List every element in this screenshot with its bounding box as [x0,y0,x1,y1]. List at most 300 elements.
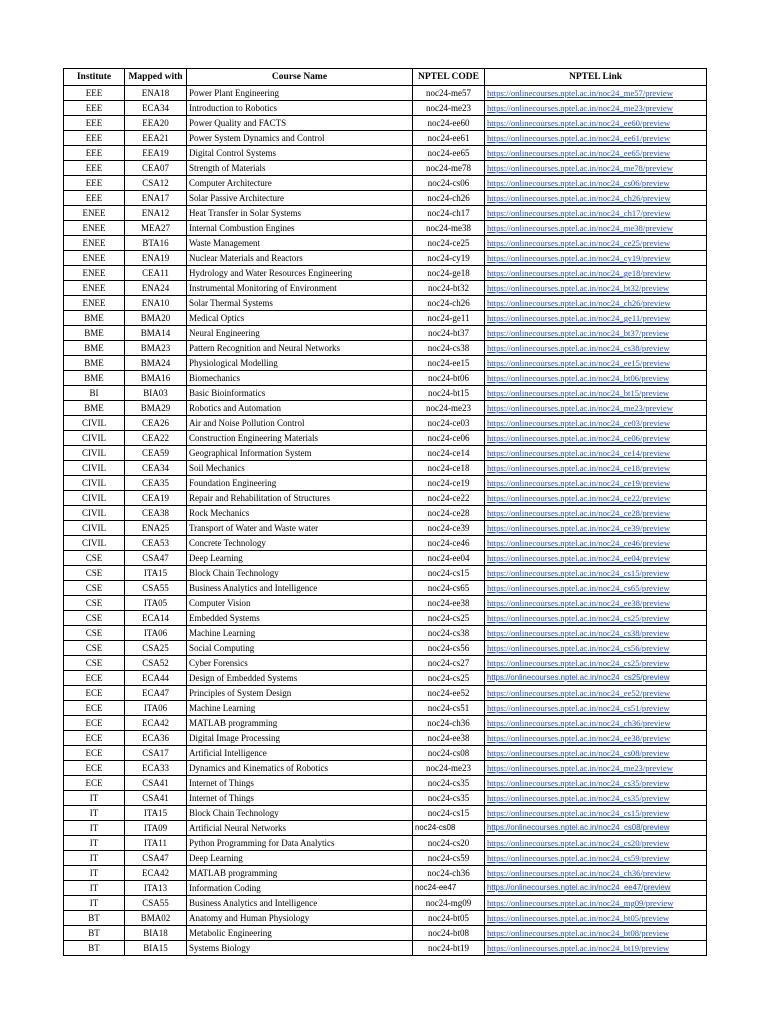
cell-nptel-link[interactable]: https://onlinecourses.nptel.ac.in/noc24_cs38/preview [485,626,707,641]
cell-institute: BME [64,401,125,416]
cell-nptel-link[interactable]: https://onlinecourses.nptel.ac.in/noc24_ce03/preview [485,416,707,431]
cell-mapped-with: ECA14 [125,611,187,626]
cell-mapped-with: CEA53 [125,536,187,551]
cell-nptel-link[interactable]: https://onlinecourses.nptel.ac.in/noc24_ee52/preview [485,686,707,701]
cell-nptel-link[interactable]: https://onlinecourses.nptel.ac.in/noc24_cs08/preview [485,821,707,836]
cell-nptel-link[interactable]: https://onlinecourses.nptel.ac.in/noc24_me78/preview [485,161,707,176]
course-mapping-table [63,68,707,956]
cell-course-name: Power Quality and FACTS [187,116,413,131]
cell-course-name: Design of Embedded Systems [187,671,413,686]
cell-course-name: Block Chain Technology [187,566,413,581]
cell-course-name: Heat Transfer in Solar Systems [187,206,413,221]
cell-institute: CIVIL [64,431,125,446]
table-row [64,86,707,101]
cell-institute: CIVIL [64,476,125,491]
cell-nptel-link[interactable]: https://onlinecourses.nptel.ac.in/noc24_ce28/preview [485,506,707,521]
table-row [64,566,707,581]
cell-course-name: Computer Vision [187,596,413,611]
cell-nptel-link[interactable]: https://onlinecourses.nptel.ac.in/noc24_cs25/preview [485,611,707,626]
table-row [64,596,707,611]
cell-course-name: Strength of Materials [187,161,413,176]
cell-institute: CSE [64,566,125,581]
cell-nptel-code: noc24-ce25 [413,236,485,251]
cell-nptel-link[interactable]: https://onlinecourses.nptel.ac.in/noc24_bt19/preview [485,941,707,956]
cell-institute: EEE [64,146,125,161]
cell-institute: BME [64,371,125,386]
table-row [64,866,707,881]
cell-nptel-code: noc24-me23 [413,761,485,776]
cell-nptel-link[interactable]: https://onlinecourses.nptel.ac.in/noc24_bt37/preview [485,326,707,341]
cell-nptel-link[interactable]: https://onlinecourses.nptel.ac.in/noc24_ee38/preview [485,731,707,746]
cell-nptel-code: noc24-cs38 [413,626,485,641]
cell-nptel-link[interactable]: https://onlinecourses.nptel.ac.in/noc24_me23/preview [485,401,707,416]
cell-course-name: Embedded Systems [187,611,413,626]
cell-nptel-link[interactable]: https://onlinecourses.nptel.ac.in/noc24_bt05/preview [485,911,707,926]
cell-nptel-link[interactable]: https://onlinecourses.nptel.ac.in/noc24_bt32/preview [485,281,707,296]
cell-nptel-code: noc24-mg09 [413,896,485,911]
cell-institute: BT [64,911,125,926]
cell-course-name: Foundation Engineering [187,476,413,491]
table-row [64,521,707,536]
cell-nptel-code: noc24-cs25 [413,671,485,686]
table-row [64,806,707,821]
cell-mapped-with: ITA05 [125,596,187,611]
cell-nptel-code: noc24-ce22 [413,491,485,506]
cell-nptel-code: noc24-ee65 [413,146,485,161]
cell-institute: BME [64,311,125,326]
cell-nptel-link[interactable]: https://onlinecourses.nptel.ac.in/noc24_cs08/preview [485,746,707,761]
cell-mapped-with: CSA25 [125,641,187,656]
cell-mapped-with: CSA12 [125,176,187,191]
table-row [64,911,707,926]
cell-institute: BT [64,941,125,956]
cell-institute: CSE [64,626,125,641]
cell-course-name: Physiological Modelling [187,356,413,371]
cell-mapped-with: CSA17 [125,746,187,761]
cell-institute: CSE [64,641,125,656]
cell-institute: ENEE [64,281,125,296]
cell-institute: CIVIL [64,491,125,506]
cell-institute: CIVIL [64,536,125,551]
cell-institute: CSE [64,656,125,671]
cell-nptel-code: noc24-ce19 [413,476,485,491]
cell-nptel-link[interactable]: https://onlinecourses.nptel.ac.in/noc24_mg09/preview [485,896,707,911]
table-row [64,881,707,896]
cell-nptel-link[interactable]: https://onlinecourses.nptel.ac.in/noc24_ee15/preview [485,356,707,371]
cell-institute: EEE [64,116,125,131]
cell-nptel-link[interactable]: https://onlinecourses.nptel.ac.in/noc24_ee47/preview [485,881,707,896]
cell-mapped-with: ITA15 [125,566,187,581]
cell-course-name: MATLAB programming [187,866,413,881]
table-row [64,146,707,161]
table-row [64,431,707,446]
cell-nptel-link[interactable]: https://onlinecourses.nptel.ac.in/noc24_cs25/preview [485,656,707,671]
cell-institute: BI [64,386,125,401]
table-row [64,776,707,791]
table-row [64,821,707,836]
cell-nptel-link[interactable]: https://onlinecourses.nptel.ac.in/noc24_me23/preview [485,101,707,116]
table-row [64,581,707,596]
cell-institute: BME [64,326,125,341]
cell-institute: CSE [64,581,125,596]
cell-nptel-code: noc24-ce28 [413,506,485,521]
cell-course-name: Power Plant Engineering [187,86,413,101]
cell-institute: ECE [64,701,125,716]
cell-institute: EEE [64,161,125,176]
cell-nptel-link[interactable]: https://onlinecourses.nptel.ac.in/noc24_cs20/preview [485,836,707,851]
cell-mapped-with: CSA55 [125,581,187,596]
header-row [64,69,707,86]
cell-nptel-link[interactable]: https://onlinecourses.nptel.ac.in/noc24_ch36/preview [485,716,707,731]
cell-nptel-link[interactable]: https://onlinecourses.nptel.ac.in/noc24_ch26/preview [485,296,707,311]
table-row [64,251,707,266]
cell-mapped-with: CSA41 [125,791,187,806]
header-institute: Institute [64,69,125,86]
cell-nptel-link[interactable]: https://onlinecourses.nptel.ac.in/noc24_ge11/preview [485,311,707,326]
cell-course-name: Dynamics and Kinematics of Robotics [187,761,413,776]
cell-nptel-code: noc24-me23 [413,101,485,116]
cell-mapped-with: ENA25 [125,521,187,536]
table-row [64,296,707,311]
table-row [64,611,707,626]
cell-nptel-code: noc24-ge11 [413,311,485,326]
cell-mapped-with: BMA02 [125,911,187,926]
table-row [64,506,707,521]
cell-mapped-with: ECA34 [125,101,187,116]
cell-nptel-link[interactable]: https://onlinecourses.nptel.ac.in/noc24_ce18/preview [485,461,707,476]
cell-nptel-link[interactable]: https://onlinecourses.nptel.ac.in/noc24_cs38/preview [485,341,707,356]
cell-mapped-with: BMA20 [125,311,187,326]
cell-nptel-code: noc24-me78 [413,161,485,176]
cell-mapped-with: EEA21 [125,131,187,146]
cell-nptel-link[interactable]: https://onlinecourses.nptel.ac.in/noc24_ee65/preview [485,146,707,161]
cell-nptel-link[interactable]: https://onlinecourses.nptel.ac.in/noc24_ch17/preview [485,206,707,221]
cell-nptel-code: noc24-bt05 [413,911,485,926]
cell-course-name: Social Computing [187,641,413,656]
cell-nptel-link[interactable]: https://onlinecourses.nptel.ac.in/noc24_cs35/preview [485,791,707,806]
cell-mapped-with: BIA03 [125,386,187,401]
header-mapped-with: Mapped with [125,69,187,86]
cell-institute: BME [64,341,125,356]
table-row [64,161,707,176]
cell-course-name: Waste Management [187,236,413,251]
cell-mapped-with: CSA52 [125,656,187,671]
cell-mapped-with: BMA24 [125,356,187,371]
cell-mapped-with: CSA47 [125,851,187,866]
cell-course-name: Solar Thermal Systems [187,296,413,311]
table-header [64,69,707,86]
cell-nptel-link[interactable]: https://onlinecourses.nptel.ac.in/noc24_ch36/preview [485,866,707,881]
cell-mapped-with: ECA42 [125,716,187,731]
cell-mapped-with: ENA24 [125,281,187,296]
cell-course-name: Power System Dynamics and Control [187,131,413,146]
cell-nptel-link[interactable]: https://onlinecourses.nptel.ac.in/noc24_cs65/preview [485,581,707,596]
cell-nptel-code: noc24-bt06 [413,371,485,386]
table-row [64,476,707,491]
cell-institute: CIVIL [64,521,125,536]
table-row [64,701,707,716]
cell-nptel-link[interactable]: https://onlinecourses.nptel.ac.in/noc24_ce39/preview [485,521,707,536]
table-row [64,176,707,191]
cell-course-name: Machine Learning [187,701,413,716]
cell-nptel-code: noc24-cs51 [413,701,485,716]
cell-mapped-with: ENA12 [125,206,187,221]
cell-course-name: Neural Engineering [187,326,413,341]
cell-institute: ECE [64,671,125,686]
table-row [64,236,707,251]
cell-nptel-code: noc24-ce14 [413,446,485,461]
cell-mapped-with: CEA11 [125,266,187,281]
header-course-name: Course Name [187,69,413,86]
cell-nptel-code: noc24-ch26 [413,296,485,311]
cell-nptel-code: noc24-ce06 [413,431,485,446]
cell-nptel-link[interactable]: https://onlinecourses.nptel.ac.in/noc24_bt08/preview [485,926,707,941]
cell-mapped-with: MEA27 [125,221,187,236]
cell-course-name: Digital Control Systems [187,146,413,161]
cell-course-name: Concrete Technology [187,536,413,551]
cell-institute: ECE [64,731,125,746]
table-row [64,311,707,326]
table-row [64,656,707,671]
cell-nptel-code: noc24-cs20 [413,836,485,851]
cell-nptel-code: noc24-cs15 [413,806,485,821]
cell-nptel-link[interactable]: https://onlinecourses.nptel.ac.in/noc24_ee38/preview [485,596,707,611]
cell-nptel-code: noc24-ee47 [413,881,485,896]
cell-nptel-link[interactable]: https://onlinecourses.nptel.ac.in/noc24_cs06/preview [485,176,707,191]
cell-mapped-with: EEA19 [125,146,187,161]
cell-mapped-with: CEA34 [125,461,187,476]
cell-course-name: Python Programming for Data Analytics [187,836,413,851]
cell-nptel-code: noc24-cs35 [413,791,485,806]
cell-nptel-link[interactable]: https://onlinecourses.nptel.ac.in/noc24_cs59/preview [485,851,707,866]
cell-course-name: Business Analytics and Intelligence [187,896,413,911]
cell-nptel-link[interactable]: https://onlinecourses.nptel.ac.in/noc24_ce22/preview [485,491,707,506]
cell-nptel-link[interactable]: https://onlinecourses.nptel.ac.in/noc24_ce46/preview [485,536,707,551]
cell-course-name: Block Chain Technology [187,806,413,821]
cell-nptel-code: noc24-ce46 [413,536,485,551]
cell-nptel-code: noc24-ee15 [413,356,485,371]
table-row [64,446,707,461]
table-row [64,836,707,851]
cell-mapped-with: BIA18 [125,926,187,941]
cell-nptel-link[interactable]: https://onlinecourses.nptel.ac.in/noc24_ce19/preview [485,476,707,491]
cell-institute: ECE [64,686,125,701]
cell-nptel-code: noc24-bt08 [413,926,485,941]
cell-institute: EEE [64,191,125,206]
cell-nptel-link[interactable]: https://onlinecourses.nptel.ac.in/noc24_cs15/preview [485,806,707,821]
cell-mapped-with: ITA11 [125,836,187,851]
cell-nptel-link[interactable]: https://onlinecourses.nptel.ac.in/noc24_cs25/preview [485,671,707,686]
cell-mapped-with: ITA06 [125,626,187,641]
cell-course-name: Metabolic Engineering [187,926,413,941]
cell-course-name: Internal Combustion Engines [187,221,413,236]
cell-nptel-code: noc24-me23 [413,401,485,416]
cell-course-name: Hydrology and Water Resources Engineering [187,266,413,281]
table-row [64,641,707,656]
cell-mapped-with: CEA22 [125,431,187,446]
cell-mapped-with: BTA16 [125,236,187,251]
cell-institute: IT [64,806,125,821]
cell-nptel-code: noc24-me38 [413,221,485,236]
table-row [64,401,707,416]
table-row [64,761,707,776]
table-row [64,461,707,476]
table-row [64,101,707,116]
cell-institute: CSE [64,611,125,626]
cell-institute: ENEE [64,251,125,266]
cell-nptel-code: noc24-bt15 [413,386,485,401]
cell-mapped-with: CEA59 [125,446,187,461]
cell-nptel-code: noc24-cs25 [413,611,485,626]
table-row [64,221,707,236]
cell-nptel-link[interactable]: https://onlinecourses.nptel.ac.in/noc24_bt06/preview [485,371,707,386]
cell-nptel-link[interactable]: https://onlinecourses.nptel.ac.in/noc24_cs56/preview [485,641,707,656]
cell-institute: IT [64,866,125,881]
cell-mapped-with: BMA16 [125,371,187,386]
cell-institute: IT [64,851,125,866]
cell-nptel-link[interactable]: https://onlinecourses.nptel.ac.in/noc24_cs35/preview [485,776,707,791]
cell-mapped-with: ENA10 [125,296,187,311]
cell-nptel-code: noc24-cs38 [413,341,485,356]
cell-institute: EEE [64,131,125,146]
cell-course-name: Artificial Intelligence [187,746,413,761]
cell-mapped-with: CEA35 [125,476,187,491]
cell-nptel-code: noc24-ch36 [413,866,485,881]
cell-nptel-code: noc24-cs65 [413,581,485,596]
cell-institute: EEE [64,101,125,116]
cell-nptel-code: noc24-cs15 [413,566,485,581]
cell-institute: IT [64,881,125,896]
cell-nptel-code: noc24-ee60 [413,116,485,131]
cell-course-name: Geographical Information System [187,446,413,461]
cell-nptel-code: noc24-bt37 [413,326,485,341]
table-row [64,281,707,296]
table-row [64,266,707,281]
cell-institute: IT [64,836,125,851]
cell-mapped-with: BMA23 [125,341,187,356]
cell-mapped-with: ITA09 [125,821,187,836]
cell-course-name: Basic Bioinformatics [187,386,413,401]
cell-mapped-with: ITA06 [125,701,187,716]
cell-nptel-link[interactable]: https://onlinecourses.nptel.ac.in/noc24_cs15/preview [485,566,707,581]
cell-course-name: Computer Architecture [187,176,413,191]
cell-institute: ENEE [64,221,125,236]
cell-nptel-link[interactable]: https://onlinecourses.nptel.ac.in/noc24_ee60/preview [485,116,707,131]
cell-course-name: Instrumental Monitoring of Environment [187,281,413,296]
cell-course-name: Biomechanics [187,371,413,386]
cell-course-name: Internet of Things [187,776,413,791]
table-row [64,206,707,221]
table-row [64,131,707,146]
cell-mapped-with: ECA42 [125,866,187,881]
table-row [64,626,707,641]
table-row [64,686,707,701]
cell-course-name: Anatomy and Human Physiology [187,911,413,926]
table-row [64,491,707,506]
cell-institute: ENEE [64,266,125,281]
cell-course-name: Construction Engineering Materials [187,431,413,446]
cell-nptel-code: noc24-cs35 [413,776,485,791]
cell-mapped-with: ITA13 [125,881,187,896]
cell-nptel-link[interactable]: https://onlinecourses.nptel.ac.in/noc24_ce14/preview [485,446,707,461]
cell-nptel-code: noc24-me57 [413,86,485,101]
cell-institute: CSE [64,596,125,611]
cell-nptel-link[interactable]: https://onlinecourses.nptel.ac.in/noc24_ge18/preview [485,266,707,281]
cell-course-name: Repair and Rehabilitation of Structures [187,491,413,506]
cell-nptel-link[interactable]: https://onlinecourses.nptel.ac.in/noc24_me38/preview [485,221,707,236]
cell-nptel-link[interactable]: https://onlinecourses.nptel.ac.in/noc24_cy19/preview [485,251,707,266]
table-row [64,371,707,386]
table-row [64,356,707,371]
cell-mapped-with: ECA36 [125,731,187,746]
cell-mapped-with: ITA15 [125,806,187,821]
cell-nptel-link[interactable]: https://onlinecourses.nptel.ac.in/noc24_ce06/preview [485,431,707,446]
cell-nptel-code: noc24-cs08 [413,746,485,761]
cell-nptel-link[interactable]: https://onlinecourses.nptel.ac.in/noc24_ee61/preview [485,131,707,146]
cell-mapped-with: BIA15 [125,941,187,956]
cell-mapped-with: ENA17 [125,191,187,206]
cell-institute: CIVIL [64,416,125,431]
cell-course-name: Internet of Things [187,791,413,806]
cell-institute: CIVIL [64,446,125,461]
cell-institute: ECE [64,761,125,776]
cell-nptel-link[interactable]: https://onlinecourses.nptel.ac.in/noc24_me23/preview [485,761,707,776]
cell-institute: EEE [64,176,125,191]
table-row [64,191,707,206]
cell-nptel-link[interactable]: https://onlinecourses.nptel.ac.in/noc24_ee04/preview [485,551,707,566]
table-row [64,941,707,956]
cell-course-name: Systems Biology [187,941,413,956]
cell-course-name: MATLAB programming [187,716,413,731]
cell-institute: ENEE [64,236,125,251]
cell-nptel-code: noc24-cs59 [413,851,485,866]
cell-nptel-link[interactable]: https://onlinecourses.nptel.ac.in/noc24_ch26/preview [485,191,707,206]
cell-course-name: Machine Learning [187,626,413,641]
cell-course-name: Solar Passive Architecture [187,191,413,206]
cell-mapped-with: ECA44 [125,671,187,686]
cell-institute: IT [64,791,125,806]
cell-nptel-link[interactable]: https://onlinecourses.nptel.ac.in/noc24_bt15/preview [485,386,707,401]
cell-nptel-code: noc24-ce39 [413,521,485,536]
cell-institute: CSE [64,551,125,566]
cell-nptel-link[interactable]: https://onlinecourses.nptel.ac.in/noc24_ce25/preview [485,236,707,251]
cell-nptel-code: noc24-ch36 [413,716,485,731]
cell-nptel-link[interactable]: https://onlinecourses.nptel.ac.in/noc24_me57/preview [485,86,707,101]
cell-course-name: Principles of System Design [187,686,413,701]
table-row [64,326,707,341]
cell-institute: EEE [64,86,125,101]
cell-course-name: Cyber Forensics [187,656,413,671]
cell-course-name: Transport of Water and Waste water [187,521,413,536]
cell-course-name: Pattern Recognition and Neural Networks [187,341,413,356]
cell-mapped-with: ENA18 [125,86,187,101]
cell-course-name: Deep Learning [187,851,413,866]
cell-nptel-code: noc24-cy19 [413,251,485,266]
cell-nptel-code: noc24-ce18 [413,461,485,476]
cell-nptel-link[interactable]: https://onlinecourses.nptel.ac.in/noc24_cs51/preview [485,701,707,716]
cell-mapped-with: CEA19 [125,491,187,506]
cell-institute: BME [64,356,125,371]
cell-mapped-with: CSA47 [125,551,187,566]
table-row [64,416,707,431]
table-row [64,731,707,746]
cell-nptel-code: noc24-cs56 [413,641,485,656]
cell-course-name: Soil Mechanics [187,461,413,476]
cell-course-name: Nuclear Materials and Reactors [187,251,413,266]
cell-course-name: Digital Image Processing [187,731,413,746]
table-row [64,341,707,356]
cell-mapped-with: ECA47 [125,686,187,701]
